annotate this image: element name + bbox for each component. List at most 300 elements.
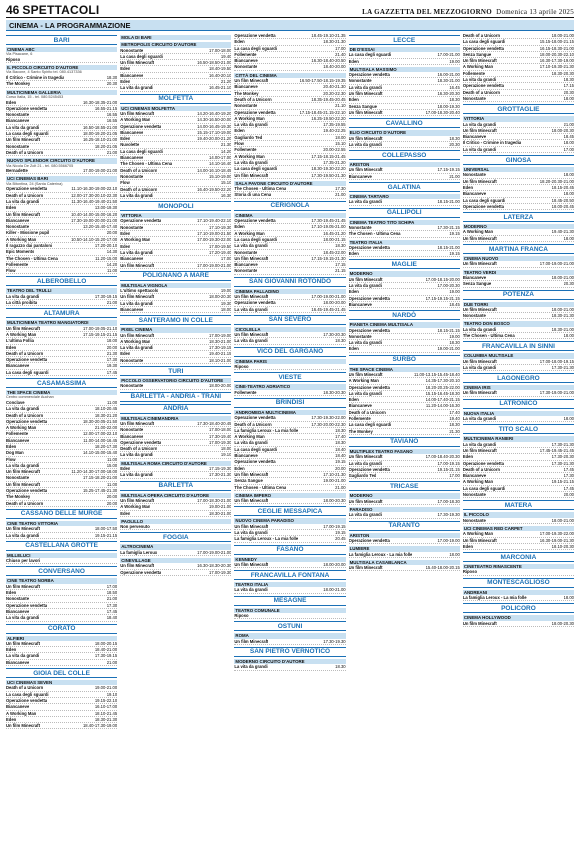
showtimes: 19.10 (220, 452, 232, 458)
showtimes: 14.30 (106, 249, 118, 255)
film-title: A Working Man (462, 229, 494, 235)
film-title: Killer - Missione pupil (6, 230, 50, 236)
showtimes: 18.45-22.00 (323, 249, 346, 255)
page-number: 46 (6, 3, 20, 17)
column-5 (463, 33, 574, 837)
showtimes: 20.30 (563, 89, 575, 95)
film-title: La vita da grandi (6, 124, 40, 130)
film-row (234, 485, 345, 491)
showtimes: 20.45 (335, 536, 346, 542)
showtimes: 18.00 (563, 595, 575, 600)
cinema-name: TEATRO COMUNALE (234, 608, 345, 613)
film-title: La vita da grandi (234, 243, 268, 249)
showtimes: 18.30 (335, 243, 346, 249)
showtimes: 20.00 (563, 492, 575, 498)
film-title: Eden (348, 97, 359, 103)
showtimes: 16.30-18.30-20.30 (197, 563, 232, 569)
showtimes: 17.30-21.30 (551, 364, 575, 370)
film-row (120, 263, 231, 269)
column-1 (6, 33, 117, 837)
film-title: Un film Minecraft (348, 454, 383, 460)
showtimes: 17.30-19.15 (209, 345, 232, 351)
film-title: Un film Minecraft (120, 332, 155, 338)
city-heading: MONOPOLI (120, 201, 231, 211)
showtimes: 17.00 (449, 473, 460, 479)
city-heading: NARDÒ (349, 310, 460, 320)
film-title: Un film Minecraft (348, 276, 383, 282)
cinema-name: MODERNO (349, 493, 460, 498)
film-title: Follemente (234, 389, 257, 395)
film-row (120, 511, 231, 517)
film-row (234, 364, 345, 370)
film-title: Eden (234, 465, 245, 471)
showtimes: 14.00-16.45-19.30 (197, 123, 232, 129)
film-title: Un film Minecraft (234, 172, 269, 178)
showtimes: 10.40-14.00-15.00-16.20 (71, 211, 118, 217)
showtimes: 19.40-20.00-21.20 (197, 136, 232, 142)
film-title: Operazione vendetta (348, 295, 390, 301)
film-row (6, 723, 117, 729)
showtimes: 21.00-22.00 (94, 425, 118, 431)
cinema-name: MILLELUCI (6, 553, 117, 558)
showtimes: 18.00 (563, 191, 575, 197)
film-title: Follemente (234, 147, 257, 153)
film-title: Senza Sangue (462, 51, 492, 57)
film-title: Death of a Unicorn (348, 409, 386, 415)
cinema-name: MULTIPLEX TEATRO FASANO (349, 449, 460, 454)
cinema-name: THE SPACE CINEMA (6, 390, 117, 395)
city-heading: GROTTAGLIE (463, 104, 574, 114)
film-row (234, 664, 345, 670)
film-title: Un film Minecraft (234, 561, 269, 567)
film-row (120, 383, 231, 389)
film-title: La vita da grandi (234, 338, 268, 344)
film-title: Il ragazzo dai pantaloni (6, 242, 53, 248)
showtimes: 18.20-20.25-22.00 (425, 384, 460, 390)
showtimes: 18.40 (335, 453, 346, 459)
film-title: A Working Man (6, 425, 37, 431)
film-title: Biancaneve (120, 256, 144, 262)
film-title: Death of a Unicorn (6, 500, 44, 506)
city-heading: SAN SEVERO (234, 315, 345, 325)
film-title: Operazione vendetta (120, 569, 162, 575)
cinema-name: VITTORIA (120, 213, 231, 218)
cinema-name: ANDREANI (463, 590, 574, 595)
city-heading: CASTELLANA GROTTE (6, 541, 117, 551)
film-row (6, 57, 117, 63)
city-heading: POLIGNANO A MARE (120, 271, 231, 281)
cinema-name: NUOVA ITALIA (463, 411, 574, 416)
showtimes: 19.15 (335, 459, 346, 465)
film-row (234, 390, 345, 396)
showtimes: 19.00 (449, 333, 460, 339)
film-title: La vita da grandi (234, 530, 268, 535)
film-title: La vita da grandi (462, 416, 497, 422)
showtimes: 17.00-19.30-22.00 (197, 237, 232, 243)
film-title: Operazione vendetta (462, 203, 505, 209)
cinema-name: ALFIERI (6, 636, 117, 641)
showtimes: 18.30 (335, 427, 346, 433)
city-heading: TURI (120, 366, 231, 376)
film-title: La vita da grandi (348, 460, 382, 466)
film-title: Eden (120, 231, 131, 237)
showtimes: 18.40-20.00 (323, 64, 346, 70)
showtimes: 17.40 (449, 409, 460, 415)
film-title: Eden (6, 647, 17, 653)
film-title: Un film Minecraft (6, 211, 40, 217)
film-title: Biancaneve (348, 403, 372, 409)
film-title: The Monkey (6, 494, 31, 500)
showtimes: 17.30-18.40-20.45 (197, 420, 232, 426)
cinema-name: MODERNO (463, 224, 574, 229)
film-title: La vita da grandi (234, 306, 268, 312)
showtimes: 17.15-19.15-21.15 (82, 331, 118, 337)
showtimes: 17.00-19.00-21.00 (82, 168, 118, 174)
showtimes: 16.50-17.50-18.15-19.35 (299, 78, 346, 84)
film-title: Nonostante (6, 596, 30, 602)
showtimes: 18.20-20.30-21.00 (539, 178, 575, 184)
film-row (234, 173, 345, 179)
film-row (6, 81, 117, 87)
film-title: Operazione vendetta (120, 123, 162, 129)
city-heading: FRANCAVILLA FONTANA (234, 570, 345, 580)
showtimes: 18.00-20.15 (94, 640, 118, 646)
city-heading: COLLEPASSO (349, 150, 460, 160)
film-row (120, 193, 231, 199)
showtimes: 17.30-20.30 (551, 454, 575, 460)
film-title: The Chosen - Ultima Cena (348, 231, 401, 237)
film-row (463, 595, 574, 601)
showtimes: 16.30-18.35-21.00 (82, 99, 118, 105)
film-title: Un film Minecraft (234, 471, 269, 477)
showtimes: 18.00-19.30 (437, 103, 460, 109)
film-title: A Working Man (120, 237, 151, 243)
film-title: La vita da grandi (348, 84, 382, 90)
film-title: Nonostante (234, 103, 258, 109)
film-title: Death of a Unicorn (6, 685, 44, 691)
film-title: Nonostante (120, 383, 144, 389)
cinema-name: ANDROMEDA MULTICINEMA (234, 410, 345, 415)
city-heading: FRANCAVILLA IN SINNI (463, 341, 574, 351)
showtimes: 17.00-18.40-20.30 (425, 454, 460, 460)
city-heading: ANDRIA (120, 404, 231, 414)
cinema-name: MULTISALA VIGNOLA (120, 283, 231, 288)
city-heading: GALLIPOLI (349, 208, 460, 218)
film-title: Bernadette (6, 168, 28, 174)
film-title: Biancaneve (120, 72, 144, 78)
showtimes: 17.00 (335, 45, 346, 51)
showtimes: 17.30-20.00-22.30 (311, 421, 346, 427)
showtimes: 17.00-19.30 (209, 569, 232, 575)
showtimes: 11.20-15.00 (95, 255, 118, 261)
showtimes: 18.00 (563, 235, 575, 241)
cinema-name: ELIO CIRCUITO D'AUTORE (349, 130, 460, 135)
showtimes: 18.00 (563, 172, 575, 178)
cinema-name: MODERNO CIRCUITO D'AUTORE (234, 659, 345, 664)
film-title: Eden (6, 99, 17, 105)
showtimes: 18.00-20.00 (209, 383, 232, 389)
film-title: Un film Minecraft (348, 371, 383, 377)
showtimes: 11.20-14.30-17.00-18.00 (71, 469, 118, 475)
film-title: La famiglia Leroux (120, 549, 158, 555)
showtimes: 17.00 (563, 146, 575, 152)
film-title: Nonostante (120, 357, 144, 363)
film-title: Operazione vendetta (6, 186, 48, 192)
cinema-name: CINEMA IMPERO (234, 493, 345, 498)
city-heading: SAN GIOVANNI ROTONDO (234, 277, 345, 287)
showtimes: 21.00 (106, 149, 118, 155)
film-title: Un film Minecraft (6, 723, 40, 729)
showtimes: 16.00-21.00 (437, 72, 460, 78)
showtimes: 17.10-19.30 (209, 224, 232, 230)
film-title: La casa degli sguardi (234, 45, 277, 51)
film-title: Nonostante (120, 47, 144, 53)
film-row (120, 358, 231, 364)
showtimes: 17.45 (106, 369, 118, 375)
city-heading: MAGLIE (349, 259, 460, 269)
cinema-name: CICOLELLA (234, 327, 345, 332)
city-heading: CASAMASSIMA (6, 378, 117, 388)
film-row (234, 613, 345, 619)
city-heading: ALTAMURA (6, 308, 117, 318)
film-title: Death of a Unicorn (462, 466, 501, 472)
film-row (234, 192, 345, 198)
film-title: Eden (6, 344, 17, 350)
film-title: Chiuso per lavori (6, 558, 41, 564)
showtimes: 18.00-21.00 (551, 274, 575, 280)
showtimes: 20.20-22.30 (323, 90, 346, 96)
film-title: Un film Minecraft (348, 135, 383, 141)
showtimes: 16.50-18.50-21.00 (197, 60, 232, 66)
film-title: A Working Man (462, 64, 494, 70)
showtimes: 18.10-21.00 (209, 357, 232, 363)
showtimes: 21.10 (335, 103, 346, 109)
film-title: Un film Minecraft (120, 563, 155, 569)
film-title: La vita da grandi (348, 141, 382, 147)
city-heading: BRINDISI (234, 398, 345, 408)
showtimes: 16.25-19.50-22.20 (311, 115, 346, 121)
film-title: Flow (120, 180, 130, 186)
showtimes: 17.10-19.30-21.30 (539, 64, 575, 70)
cinema-name: IL PICCOLO CIRCUITO D'AUTORE (6, 65, 117, 70)
showtimes: 18.00 (449, 551, 460, 557)
showtimes: 19.00 (220, 288, 232, 294)
showtimes: 11.10-16.30-19.00-22.10 (71, 186, 118, 192)
film-title: Un film Minecraft (120, 60, 155, 66)
city-heading: POTENZA (463, 290, 574, 300)
film-title: Operazione vendetta (6, 488, 48, 494)
film-title: La casa degli sguardi (6, 131, 49, 137)
cinema-name: THE SPACE CINEMA (349, 367, 460, 372)
showtimes: 20.30 (563, 281, 575, 287)
showtimes: 16.45-21.10 (209, 85, 232, 91)
showtimes: 20.00 (106, 494, 118, 500)
showtimes: 16.55 (106, 112, 118, 118)
film-title: Un film Minecraft (234, 293, 269, 299)
film-title: La vita da grandi (462, 146, 497, 152)
film-title: Death of a Unicorn (234, 421, 272, 427)
film-title: Eden (120, 79, 131, 85)
film-row (463, 544, 574, 550)
showtimes: 18.40 (106, 615, 118, 621)
film-title: Un film Minecraft (348, 91, 383, 97)
showtimes: 20.30 (106, 81, 118, 87)
film-title: Follemente (6, 261, 29, 267)
film-title: Eden (348, 289, 359, 295)
film-title: La vita da grandi (6, 198, 40, 204)
film-title: Gagliardo Ted (348, 473, 377, 479)
film-title: La casa degli sguardi (348, 52, 392, 58)
film-title: Biancaneve (234, 453, 258, 459)
showtimes: 17.00-18.00 (209, 47, 232, 53)
showtimes: 17.40 (335, 434, 346, 440)
showtimes: 17.10-19.40-22.10 (197, 218, 232, 224)
showtimes: 17.00-18.00 (209, 427, 232, 433)
film-title: Nonostante (462, 517, 486, 523)
showtimes: 15.15-17.10-19.00 (197, 129, 232, 135)
film-title: The Chosen - Ultima Cena (234, 186, 287, 192)
film-title: Un film Minecraft (234, 638, 269, 644)
film-row (463, 333, 574, 339)
film-title: Un film Minecraft (462, 178, 497, 184)
showtimes: 11.00 (107, 399, 118, 405)
film-row (463, 147, 574, 153)
film-title: Un film Minecraft (120, 262, 155, 268)
film-row (463, 313, 574, 319)
film-title: Operazione vendetta (6, 357, 48, 363)
film-title: Follemente (6, 431, 29, 437)
showtimes: 18.30-21.30 (94, 716, 118, 722)
film-title: Un film Minecraft (6, 325, 40, 331)
film-title: Biancaneve (6, 659, 30, 665)
showtimes: 18.30-21.00 (437, 78, 460, 84)
film-title: Eden (348, 58, 359, 64)
cinema-address: Via Nicola De Zolt 21 - tel. 080.5566705 (6, 163, 74, 168)
showtimes: 17.15-19.15 (437, 167, 460, 173)
showtimes: 17.10-19.00-21.50 (197, 231, 232, 237)
showtimes: 18.00-20.30 (209, 294, 232, 300)
cinema-name: MULTISALA CASABLANCA (349, 560, 460, 565)
film-title: La vita da grandi (234, 159, 268, 165)
film-title: A Working Man (234, 153, 265, 159)
cinema-name: SALA PAVONE CIRCUITO D'AUTORE (234, 181, 345, 186)
showtimes: 21.40 (335, 51, 346, 57)
showtimes: 21.30 (220, 142, 232, 148)
cinema-name: LUMIERE (349, 546, 460, 551)
film-title: Death of a Unicorn (462, 89, 501, 95)
film-title: Biancaneve (120, 129, 144, 135)
film-row (463, 416, 574, 422)
cinema-name: PIXEL CINEMA (120, 327, 231, 332)
cinema-name: DB D'ESSAI (349, 47, 460, 52)
film-row (463, 390, 574, 396)
film-title: Follemente (348, 416, 371, 422)
film-title: Death of a Unicorn (6, 412, 44, 418)
film-title: La vita da grandi (234, 587, 268, 593)
showtimes: 17.00-19.30-22.00 (539, 531, 575, 537)
showtimes: 17.00-18.00-19.15 (539, 358, 575, 364)
showtimes: 17.00-18.15-20.00 (425, 276, 460, 282)
city-heading: LAGONEGRO (463, 373, 574, 383)
showtimes: 17.00-19.00-21.00 (539, 261, 575, 267)
cinema-name: PARADISO (349, 507, 460, 512)
film-row (234, 498, 345, 504)
film-title: La casa degli sguardi (234, 446, 277, 452)
city-heading: BARLETTA (120, 481, 231, 491)
film-title: Conclave (6, 399, 25, 405)
film-title: Riposo (6, 56, 21, 62)
film-title: Eden (348, 397, 359, 403)
film-row (349, 512, 460, 518)
city-heading: MOLFETTA (120, 94, 231, 104)
film-title: Un film Minecraft (6, 526, 40, 532)
film-title: Senza Sangue (348, 103, 377, 109)
film-title: Un film Minecraft (6, 481, 40, 487)
film-title: La vita da grandi (348, 340, 382, 346)
listings (6, 33, 574, 837)
film-title: Biancaneve (120, 433, 144, 439)
cinema-name: VITTORIA (463, 116, 574, 121)
film-title: Senza Sangue (462, 281, 492, 287)
film-title: Biancaneve (6, 437, 30, 443)
film-row (234, 587, 345, 593)
film-title: Nonostante (348, 224, 372, 230)
film-title: La vita da grandi (348, 512, 382, 518)
cinema-name: DUE TORRI (463, 302, 574, 307)
showtimes: 19.40-21.30 (551, 229, 575, 235)
cinema-name: CINEMA (234, 213, 345, 218)
showtimes: 17.30-21.15 (437, 224, 460, 230)
showtimes: 19.40-21.15 (209, 351, 232, 357)
showtimes: 16.10-17.00 (94, 704, 118, 710)
showtimes: 17.00-19.15 (323, 523, 346, 529)
film-title: A Working Man (6, 331, 37, 337)
film-row (6, 268, 117, 274)
film-row (6, 558, 117, 564)
showtimes: 18.30-20.05-21.50 (82, 418, 118, 424)
city-heading: VIESTE (234, 372, 345, 382)
film-title: Un film Minecraft (462, 235, 497, 241)
film-title: Un film Minecraft (462, 620, 497, 626)
film-title: Operazione vendetta (234, 300, 276, 306)
film-title: Un film Minecraft (234, 523, 269, 529)
film-row (349, 142, 460, 148)
film-title: Eden (234, 224, 245, 230)
film-title: Nonostante (234, 249, 258, 255)
film-row (463, 236, 574, 242)
cinema-address: Centro commerciale Auchan (6, 395, 54, 400)
film-title: La vita da grandi (348, 199, 382, 205)
showtimes: 21.00 (106, 659, 118, 665)
film-title: La casa degli sguardi (462, 485, 506, 491)
film-title: Death of a Unicorn (6, 149, 44, 155)
showtimes: 15.10-19.00 (209, 173, 232, 179)
section-title: SPETTACOLI (22, 3, 100, 17)
film-row (349, 59, 460, 65)
showtimes: 17.30-19.45-21.45 (311, 218, 346, 224)
film-title: Biancaneve (120, 306, 144, 312)
film-title: A Working Man (120, 117, 151, 123)
film-title: Operazione vendetta (462, 83, 505, 89)
film-title: Nonostante (348, 78, 372, 84)
showtimes: 18.40-21.00 (94, 647, 118, 653)
showtimes: 18.45-20.50 (551, 197, 575, 203)
showtimes: 18.30 (563, 77, 575, 83)
showtimes: 17.30-21.30 (551, 441, 575, 447)
showtimes: 14.00-16.10-18.45 (197, 167, 232, 173)
film-title: La città proibita (6, 300, 38, 306)
showtimes: 18.30-21.00 (209, 338, 232, 344)
